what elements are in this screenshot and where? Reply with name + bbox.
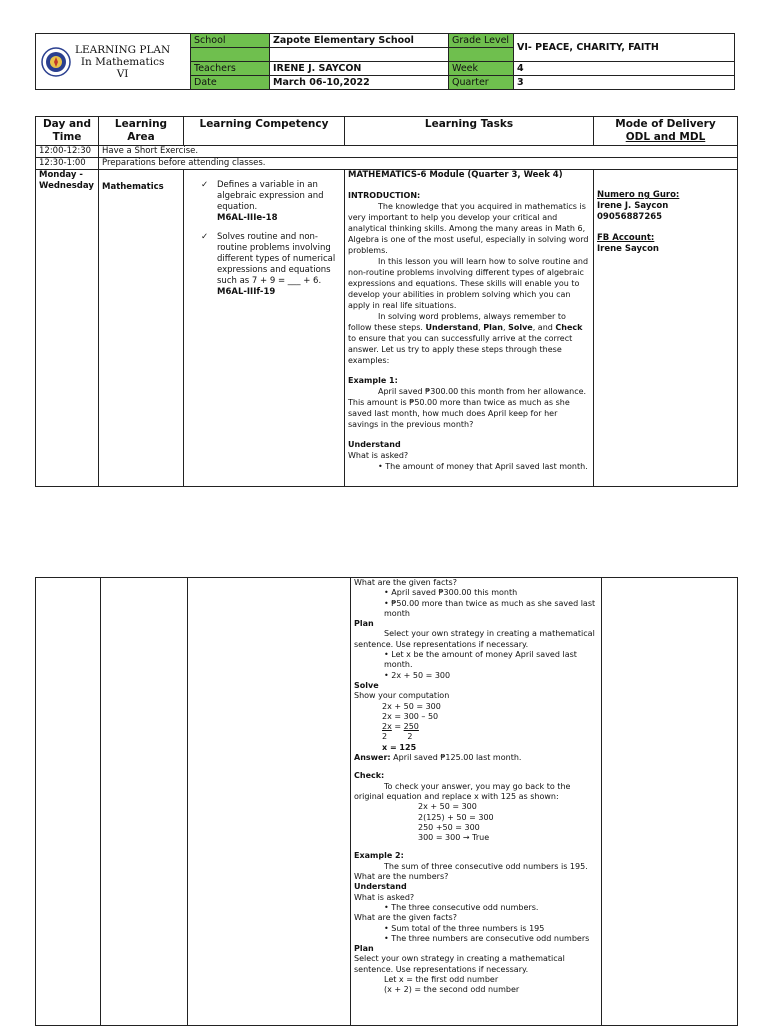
competency-item: ✓ Solves routine and non-routine problems involving different types of numerical expressions and equations such as 7 + 9 = ___ + 6. M6AL-IIIf-19 — [201, 232, 336, 297]
plan-bullet: • Let x be the amount of money April saved last month. — [384, 650, 577, 670]
row2-time: 12:30-1:00 — [36, 158, 99, 170]
let-line: Let x = the first odd number — [384, 974, 499, 984]
check-icon: ✓ — [201, 232, 209, 242]
computation-line: 2x + 50 = 300 — [382, 701, 441, 711]
computation-line: 2x = 300 – 50 — [382, 711, 439, 721]
check-line: 300 = 300 → True — [418, 833, 490, 843]
header-table — [35, 33, 735, 90]
teacher-number-label: Numero ng Guro: — [597, 190, 680, 200]
quarter-value: 3 — [514, 76, 735, 90]
school-label: School — [191, 34, 270, 48]
learning-tasks-cell — [345, 170, 594, 487]
given-bullet: • Sum total of the three numbers is 195 — [384, 923, 545, 933]
learning-plan-title: LEARNING PLAN In Mathematics VI — [75, 43, 171, 80]
intro-paragraph: The knowledge that you acquired in mathematics is very important to help you develop your critical and analytical thinking skills. Among the many areas in Math 6, Algebra is one of the most useful, especially in solving word problems. — [348, 202, 589, 255]
col-day: Day and Time — [36, 117, 99, 146]
plan-bullet: • 2x + 50 = 300 — [384, 670, 451, 680]
continuation-table — [35, 577, 738, 1026]
intro-heading: INTRODUCTION: — [348, 191, 421, 200]
col-mode: Mode of Delivery ODL and MDL — [594, 117, 738, 146]
mode-cell — [594, 170, 738, 487]
check-text: To check your answer, you may go back to the original equation and replace x with 125 as shown: — [354, 781, 571, 801]
quarter-label: Quarter — [449, 76, 514, 90]
grade-label: Grade Level — [449, 34, 514, 48]
competency-cell — [184, 170, 345, 487]
week-label: Week — [449, 62, 514, 76]
grade-value: VI- PEACE, CHARITY, FAITH — [514, 34, 735, 62]
example1-heading: Example 1: — [348, 376, 398, 385]
given-question: What are the given facts? — [354, 578, 457, 587]
fb-label: FB Account: — [597, 233, 655, 243]
computation-result: x = 125 — [382, 742, 417, 752]
check-line: 250 +50 = 300 — [418, 822, 480, 832]
row1-time: 12:00-12:30 — [36, 146, 99, 158]
row2-text: Preparations before attending classes. — [99, 158, 738, 170]
intro-paragraph: In solving word problems, always remember to follow these steps. Understand, Plan, Solve, and Check to ensure that you can successfully arrive at the correct answer. Let us try to apply these steps through these examples: — [348, 312, 583, 365]
row1-text: Have a Short Exercise. — [99, 146, 738, 158]
row3-area: Mathematics — [99, 170, 184, 487]
asked-bullet: • The three consecutive odd numbers. — [384, 902, 539, 912]
check-line: 2x + 50 = 300 — [418, 802, 477, 812]
competency-item: ✓ Defines a variable in an algebraic expression and equation. M6AL-IIIe-18 — [201, 180, 324, 223]
continued-tasks-cell — [351, 578, 602, 1026]
understand-heading: Understand — [354, 882, 407, 892]
plan-text: Select your own strategy in creating a mathematical sentence. Use representations if necessary. — [354, 954, 565, 974]
title-cell — [36, 34, 191, 90]
given-question: What are the given facts? — [354, 913, 457, 923]
fb-name: Irene Saycon — [597, 244, 659, 254]
learning-plan-table — [35, 116, 738, 487]
teacher-phone: 09056887265 — [597, 212, 663, 222]
deped-seal-icon — [41, 47, 71, 77]
what-asked: What is asked? — [348, 451, 409, 460]
module-title: MATHEMATICS-6 Module (Quarter 3, Week 4) — [348, 170, 563, 180]
example2-heading: Example 2: — [354, 851, 404, 861]
school-value: Zapote Elementary School — [270, 34, 449, 48]
computation-line: 2 2 — [382, 732, 413, 742]
week-value: 4 — [514, 62, 735, 76]
col-tasks: Learning Tasks — [345, 117, 594, 146]
plan-text: Select your own strategy in creating a mathematical sentence. Use representations if necessary. — [354, 629, 595, 649]
teacher-name: Irene J. Saycon — [597, 201, 669, 211]
show-computation: Show your computation — [354, 691, 450, 701]
plan-heading: Plan — [354, 619, 374, 629]
check-heading: Check: — [354, 771, 385, 781]
example1-text: April saved ₱300.00 this month from her allowance. This amount is ₱50.00 more than twice as much as she saved last month, how much does April keep for her savings in the previous month? — [348, 387, 587, 429]
check-icon: ✓ — [201, 180, 209, 190]
let-line: (x + 2) = the second odd number — [384, 985, 520, 995]
computation-line: 2x = 250 — [382, 722, 419, 732]
intro-paragraph: In this lesson you will learn how to solve routine and non-routine problems involving different types of algebraic expressions and equations. These skills will enable you to develop your abilities in problem solving which you can apply in real life situations. — [348, 257, 589, 310]
teachers-value: IRENE J. SAYCON — [270, 62, 449, 76]
check-line: 2(125) + 50 = 300 — [418, 812, 494, 822]
teachers-label: Teachers — [191, 62, 270, 76]
given-bullet: • April saved ₱300.00 this month — [384, 588, 518, 598]
row3-day: Monday - Wednesday — [36, 170, 99, 487]
understand-heading: Understand — [348, 440, 401, 449]
date-label: Date — [191, 76, 270, 90]
col-competency: Learning Competency — [184, 117, 345, 146]
solve-heading: Solve — [354, 680, 379, 690]
asked-bullet: • The amount of money that April saved last month. — [378, 462, 588, 471]
example2-text: The sum of three consecutive odd numbers is 195. What are the numbers? — [354, 861, 588, 882]
plan-heading: Plan — [354, 944, 374, 954]
col-area: Learning Area — [99, 117, 184, 146]
given-bullet: • ₱50.00 more than twice as much as she saved last month — [384, 598, 596, 618]
given-bullet: • The three numbers are consecutive odd numbers — [384, 933, 590, 943]
answer-line: Answer: April saved ₱125.00 last month. — [354, 753, 522, 763]
date-value: March 06-10,2022 — [270, 76, 449, 90]
what-asked: What is asked? — [354, 892, 415, 902]
